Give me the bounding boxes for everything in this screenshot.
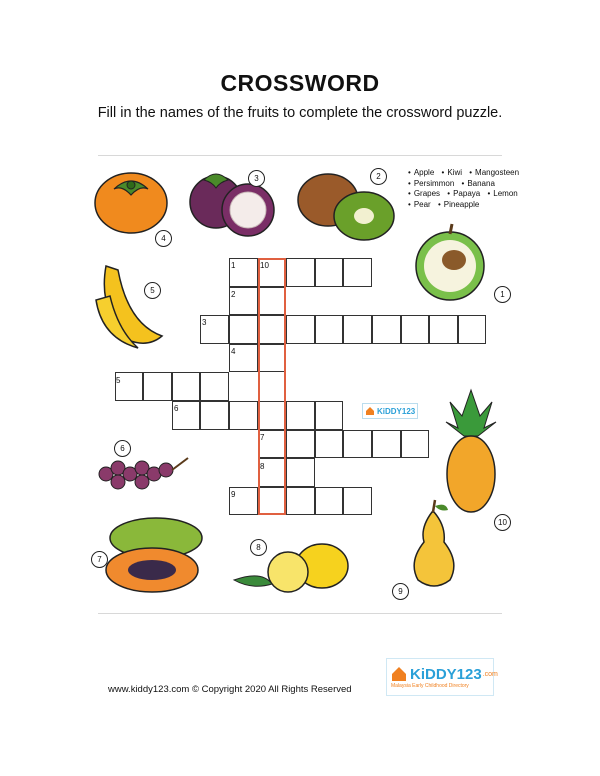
crossword-cell[interactable] — [286, 487, 315, 516]
house-icon — [365, 406, 375, 416]
crossword-cell[interactable] — [258, 315, 287, 344]
crossword-cell[interactable] — [315, 401, 344, 430]
crossword-cell[interactable] — [229, 401, 258, 430]
crossword-cell[interactable] — [401, 315, 430, 344]
crossword-cell[interactable] — [372, 315, 401, 344]
clue-number-circle: 10 — [494, 514, 511, 531]
grid-number: 10 — [260, 261, 269, 270]
footer-copyright: www.kiddy123.com © Copyright 2020 All Rights Reserved — [108, 684, 352, 695]
logo-domain: .com — [482, 670, 498, 678]
crossword-cell[interactable] — [258, 401, 287, 430]
crossword-cell[interactable] — [258, 287, 287, 316]
logo-text: KiDDY123 — [410, 665, 482, 683]
house-icon — [391, 666, 407, 682]
apple-icon — [410, 222, 490, 304]
crossword-cell[interactable] — [343, 315, 372, 344]
word-banana: • Banana — [462, 179, 495, 188]
persimmon-icon — [92, 163, 170, 235]
crossword-cell[interactable] — [286, 258, 315, 287]
crossword-cell[interactable] — [401, 430, 430, 459]
grid-number: 9 — [231, 490, 236, 499]
grid-number: 2 — [231, 290, 236, 299]
papaya-icon — [100, 512, 206, 596]
crossword-cell[interactable] — [429, 315, 458, 344]
clue-number-circle: 2 — [370, 168, 387, 185]
crossword-cell[interactable] — [343, 430, 372, 459]
crossword-cell[interactable] — [286, 458, 315, 487]
clue-number-circle: 3 — [248, 170, 265, 187]
word-grapes: • Grapes — [408, 189, 440, 198]
clue-number-circle: 6 — [114, 440, 131, 457]
grid-number: 5 — [116, 376, 121, 385]
clue-number-circle: 7 — [91, 551, 108, 568]
logo-text: KiDDY123 — [377, 406, 416, 416]
crossword-cell[interactable] — [200, 372, 229, 401]
crossword-cell[interactable] — [286, 315, 315, 344]
instructions: Fill in the names of the fruits to complete the crossword puzzle. — [97, 105, 503, 121]
grid-number: 4 — [231, 347, 236, 356]
clue-number-circle: 4 — [155, 230, 172, 247]
crossword-cell[interactable] — [143, 372, 172, 401]
grid-number: 1 — [231, 261, 236, 270]
word-apple: • Apple — [408, 168, 434, 177]
crossword-cell[interactable] — [286, 430, 315, 459]
word-kiwi: • Kiwi — [442, 168, 462, 177]
pineapple-icon — [440, 386, 502, 514]
banana-icon — [88, 260, 172, 352]
clue-number-circle: 9 — [392, 583, 409, 600]
crossword-cell[interactable] — [315, 258, 344, 287]
crossword-cell[interactable] — [458, 315, 487, 344]
page-title: CROSSWORD — [220, 70, 380, 96]
clue-number-circle: 8 — [250, 539, 267, 556]
word-papaya: • Papaya — [447, 189, 480, 198]
crossword-cell[interactable] — [343, 487, 372, 516]
word-pineapple: • Pineapple — [438, 200, 479, 209]
logo-tagline: Malaysia Early Childhood Directory — [391, 682, 469, 689]
grid-number: 7 — [260, 433, 265, 442]
crossword-cell[interactable] — [258, 344, 287, 373]
crossword-cell[interactable] — [315, 487, 344, 516]
word-lemon: • Lemon — [487, 189, 517, 198]
grid-logo — [362, 403, 418, 419]
crossword-cell[interactable] — [200, 401, 229, 430]
footer-logo — [386, 658, 498, 696]
clue-number-circle: 1 — [494, 286, 511, 303]
word-persimmon: • Persimmon — [408, 179, 454, 188]
crossword-cell[interactable] — [315, 430, 344, 459]
grid-number: 8 — [260, 462, 265, 471]
word-mangosteen: • Mangosteen — [469, 168, 519, 177]
grid-number: 6 — [174, 404, 179, 413]
crossword-cell[interactable] — [372, 430, 401, 459]
crossword-cell[interactable] — [343, 258, 372, 287]
clue-number-circle: 5 — [144, 282, 161, 299]
crossword-cell[interactable] — [229, 315, 258, 344]
crossword-cell[interactable] — [315, 315, 344, 344]
grid-number: 3 — [202, 318, 207, 327]
crossword-cell[interactable] — [258, 487, 287, 516]
grapes-icon — [92, 446, 192, 496]
crossword-cell[interactable] — [172, 372, 201, 401]
crossword-cell[interactable] — [286, 401, 315, 430]
word-pear: • Pear — [408, 200, 431, 209]
